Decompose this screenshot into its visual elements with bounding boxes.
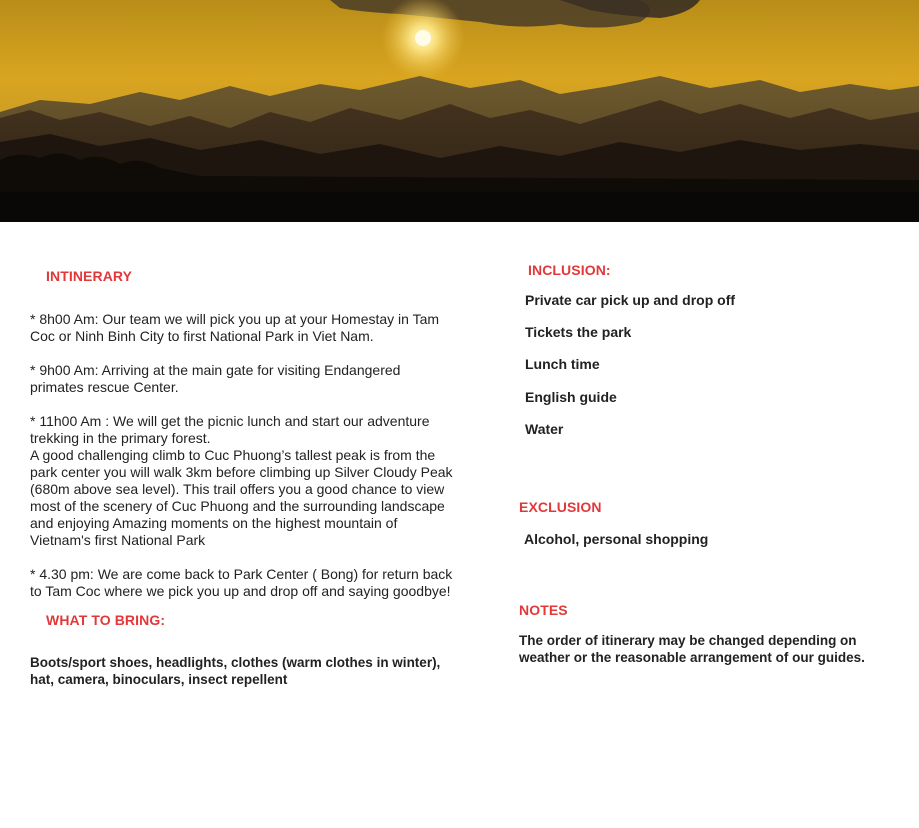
inclusion-item-lunch: Lunch time <box>525 356 600 372</box>
itinerary-item-9am: * 9h00 Am: Arriving at the main gate for visiting Endangered primates rescue Center. <box>30 362 401 395</box>
notes-text: The order of itinerary may be changed depending on weather or the reasonable arrangement of our guides. <box>519 633 865 665</box>
sunset-mountains-illustration <box>0 0 919 222</box>
inclusion-item-car: Private car pick up and drop off <box>525 292 736 308</box>
itinerary-heading: INTINERARY <box>46 268 133 284</box>
inclusion-item-water: Water <box>525 421 564 437</box>
hero-banner-image <box>0 0 919 222</box>
inclusion-item-guide: English guide <box>525 389 617 405</box>
inclusion-item-tickets: Tickets the park <box>525 324 632 340</box>
notes-heading: NOTES <box>519 602 568 618</box>
exclusion-text: Alcohol, personal shopping <box>524 531 709 547</box>
itinerary-item-8am: * 8h00 Am: Our team we will pick you up at your Homestay in Tam Coc or Ninh Binh City to first National Park in Viet Nam. <box>30 311 440 344</box>
what-to-bring-text: Boots/sport shoes, headlights, clothes (warm clothes in winter), hat, camera, binoculars, insect repellent <box>30 655 441 687</box>
what-to-bring-heading: WHAT TO BRING: <box>46 612 166 628</box>
itinerary-item-11am: * 11h00 Am : We will get the picnic lunch and start our adventure trekking in the primary forest. A good challenging climb to Cuc Phuong’s tallest peak is from the park center you will walk 3km before climbing up Silver Cloudy Peak (680m above sea level). This trail offers you a good chance to view most of the scenery of Cuc Phuong and the surrounding landscape and enjoying Amazing moments on the highest mountain of Vietnam's first National Park <box>30 413 453 548</box>
inclusion-heading: INCLUSION: <box>528 262 611 278</box>
exclusion-heading: EXCLUSION <box>519 499 602 515</box>
itinerary-body <box>30 311 490 617</box>
itinerary-item-430pm: * 4.30 pm: We are come back to Park Center ( Bong) for return back to Tam Coc where we pick you up and drop off and saying goodbye! <box>30 566 453 599</box>
